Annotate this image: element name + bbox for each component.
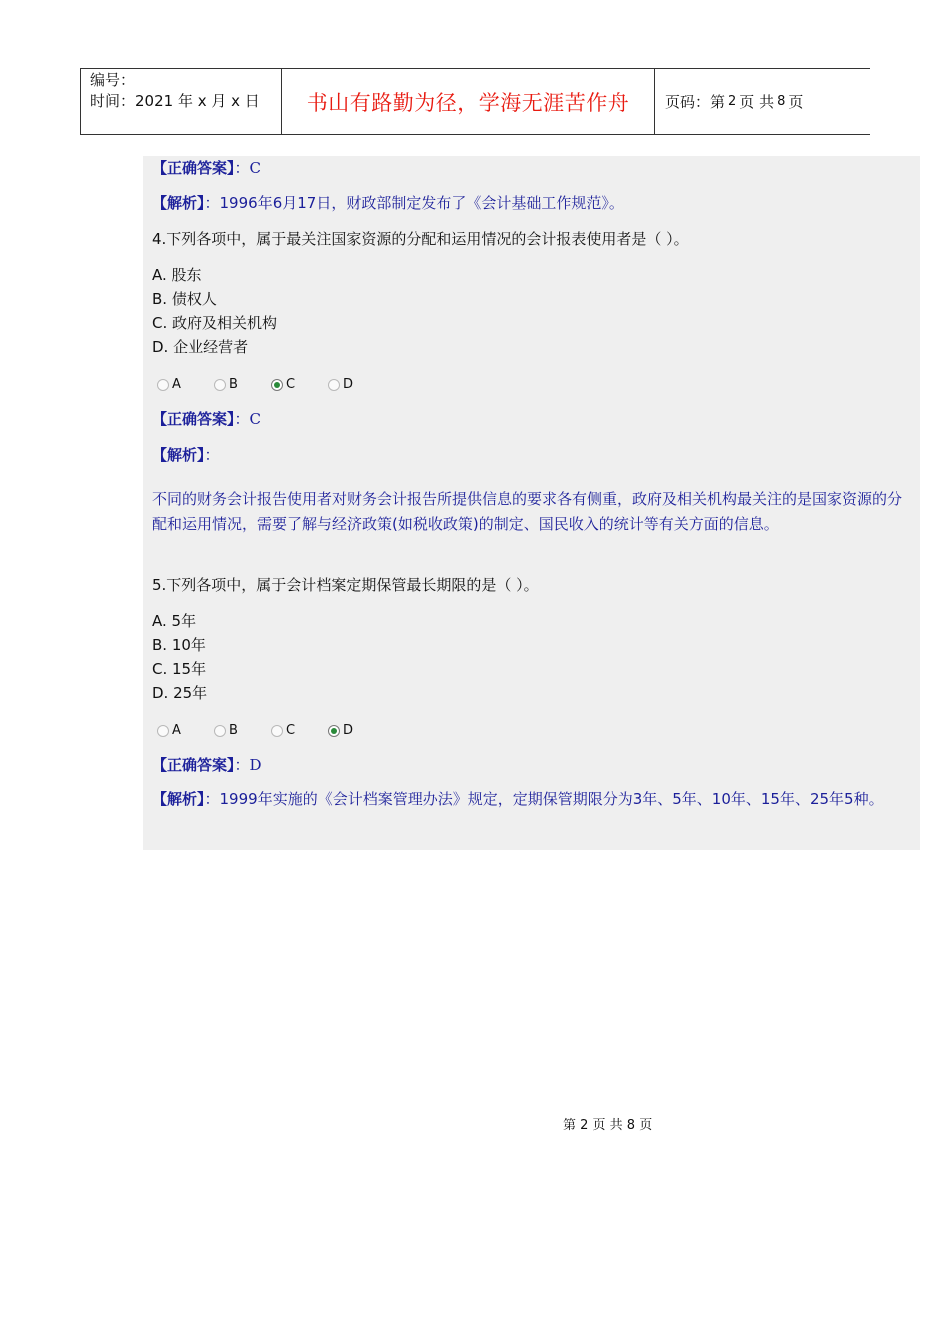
q5-radio-b-label: B [229, 723, 238, 738]
q5-radio-a-label: A [172, 723, 181, 738]
q5-radio-c-label: C [286, 723, 296, 738]
header-page-label: 页码：第 [665, 93, 726, 111]
q4-answer [152, 408, 261, 429]
q4-radio-c-label: C [286, 377, 296, 392]
q5-option-c: C. 15年 [152, 660, 207, 678]
q3-analysis [152, 192, 624, 213]
q4-option-d: D. 企业经营者 [152, 338, 249, 356]
q4-option-a: A. 股东 [152, 266, 202, 284]
q5-answer-label: 【正确答案】 [152, 756, 235, 774]
header-page-current: 2 [728, 94, 737, 109]
q5-answer-value: ：D [234, 756, 262, 774]
q4-analysis-colon: ： [204, 446, 220, 464]
q5-answer [152, 754, 262, 775]
q4-option-c: C. 政府及相关机构 [152, 314, 278, 332]
q4-radio-group [157, 377, 385, 392]
q5-radio-d[interactable] [328, 723, 385, 738]
page-footer: 第 2 页 共 8 页 [563, 1118, 653, 1133]
radio-circle-checked[interactable] [271, 379, 283, 391]
q4-radio-c[interactable] [271, 377, 328, 392]
q4-radio-b-label: B [229, 377, 238, 392]
q3-answer-label: 【正确答案】 [152, 159, 235, 177]
radio-circle[interactable] [214, 379, 226, 391]
radio-circle[interactable] [157, 725, 169, 737]
q4-radio-d[interactable] [328, 377, 385, 392]
q5-radio-b[interactable] [214, 723, 271, 738]
q4-radio-a-label: A [172, 377, 181, 392]
q5-radio-a[interactable] [157, 723, 214, 738]
q5-radio-c[interactable] [271, 723, 328, 738]
document-header [80, 68, 870, 135]
question-panel [143, 156, 920, 850]
q4-radio-a[interactable] [157, 377, 214, 392]
header-time: 时间：2021 年 x 月 x 日 [90, 92, 260, 110]
q3-analysis-label: 【解析】 [152, 194, 205, 212]
q4-option-b: B. 债权人 [152, 290, 217, 308]
header-number: 编号： [90, 71, 136, 89]
header-page-total: 8 [777, 94, 786, 109]
q3-answer [152, 157, 261, 178]
q5-option-d: D. 25年 [152, 684, 208, 702]
radio-circle[interactable] [271, 725, 283, 737]
q5-analysis [152, 787, 912, 812]
q5-analysis-label: 【解析】 [152, 790, 205, 808]
q4-radio-b[interactable] [214, 377, 271, 392]
q4-analysis-label: 【解析】 [152, 446, 205, 464]
q4-answer-value: ：C [234, 410, 261, 428]
q5-option-b: B. 10年 [152, 636, 206, 654]
q4-radio-d-label: D [343, 377, 354, 392]
header-motto: 书山有路勤为径，学海无涯苦作舟 [282, 69, 655, 134]
header-page-end: 页 [788, 93, 804, 111]
q4-answer-label: 【正确答案】 [152, 410, 235, 428]
radio-circle[interactable] [214, 725, 226, 737]
q3-analysis-text: ：1996年6月17日，财政部制定发布了《会计基础工作规范》。 [204, 194, 624, 212]
radio-circle-checked[interactable] [328, 725, 340, 737]
q5-radio-d-label: D [343, 723, 354, 738]
radio-circle[interactable] [157, 379, 169, 391]
radio-circle[interactable] [328, 379, 340, 391]
q5-analysis-text: ：1999年实施的《会计档案管理办法》规定，定期保管期限分为3年、5年、10年、15年、25年5种。 [204, 790, 884, 808]
q4-analysis [152, 444, 220, 465]
q5-question: 5.下列各项中，属于会计档案定期保管最长期限的是（ ）。 [152, 576, 539, 594]
header-meta [81, 69, 282, 134]
q4-question: 4.下列各项中，属于最关注国家资源的分配和运用情况的会计报表使用者是（ ）。 [152, 230, 689, 248]
header-page-mid: 页 共 [739, 93, 775, 111]
q4-analysis-text: 不同的财务会计报告使用者对财务会计报告所提供信息的要求各有侧重，政府及相关机构最关注的是国家资源的分配和运用情况，需要了解与经济政策(如税收政策)的制定、国民收入的统计等有关方面的信息。 [152, 490, 903, 533]
q5-option-a: A. 5年 [152, 612, 197, 630]
header-page-info [655, 69, 870, 134]
q3-answer-value: ：C [234, 159, 261, 177]
q5-radio-group [157, 723, 385, 738]
